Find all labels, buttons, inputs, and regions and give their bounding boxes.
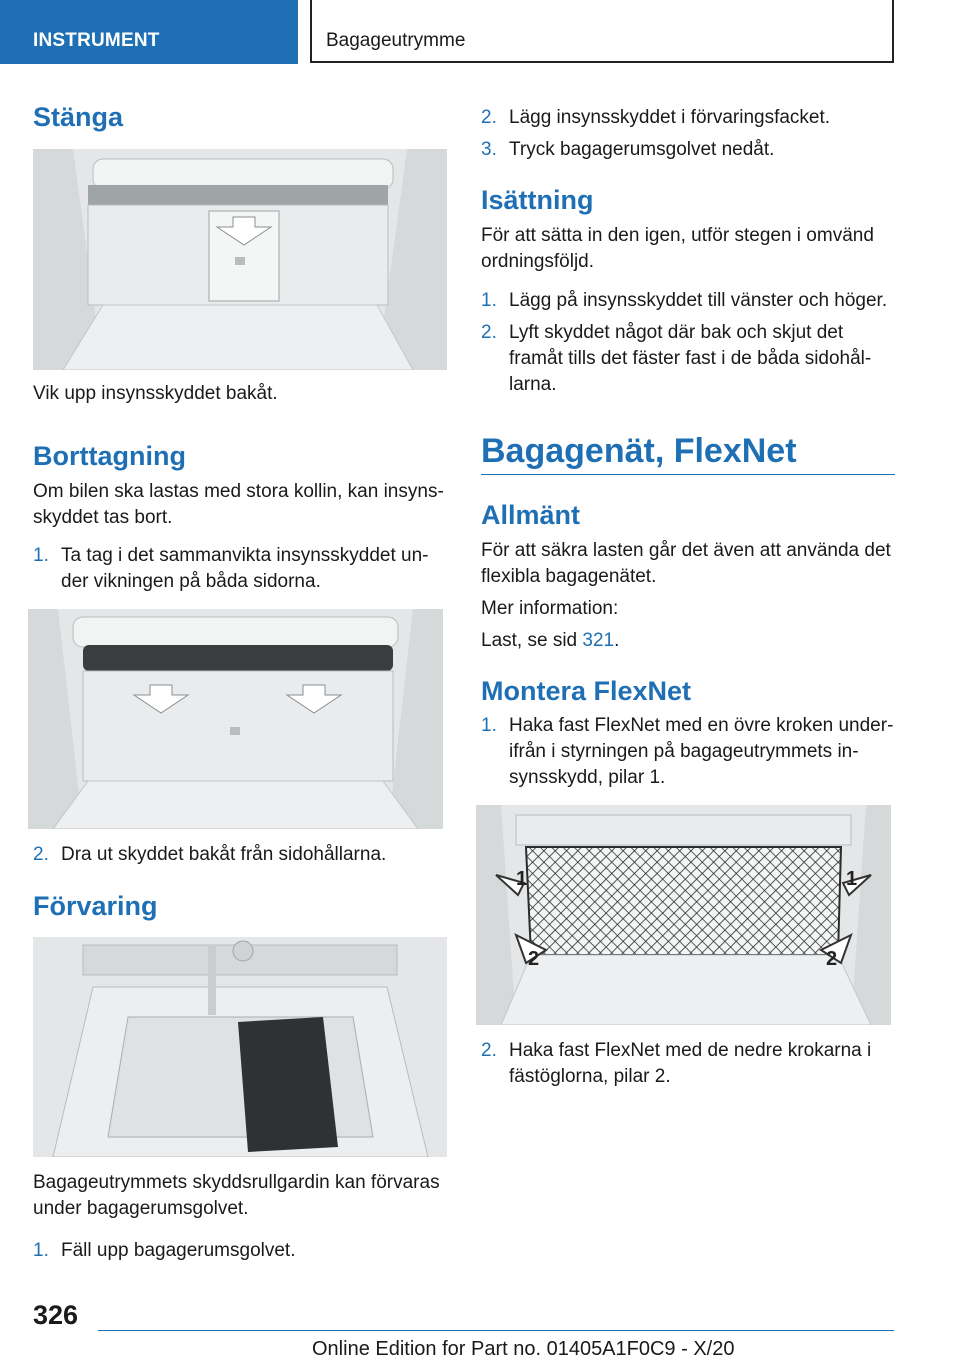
step-number: 1. — [481, 290, 497, 311]
heading-underline — [481, 474, 895, 475]
step-text-pull-out: Dra ut skyddet bakåt från sidohållarna. — [61, 844, 387, 865]
step-text-hook-upper: Haka fast FlexNet med en övre kroken under- ifrån i styrningen på bagageutrymmets in- synsskydd, pilar 1. — [509, 715, 894, 788]
arrow-label-1-left: 1 — [516, 868, 528, 890]
step-text-place-cover: Lägg insynsskyddet i förvaringsfacket. — [509, 107, 831, 128]
step-text-lay-cover: Lägg på insynsskyddet till vänster och höger. — [509, 290, 888, 311]
arrow-label-1-right: 1 — [846, 868, 858, 890]
arrow-label-2-right: 2 — [826, 948, 838, 970]
illustration-storage — [33, 937, 447, 1157]
step-number: 2. — [481, 1040, 497, 1061]
step-number: 2. — [481, 107, 497, 128]
illustration-flexnet — [476, 805, 891, 1025]
heading-allmant: Allmänt — [481, 500, 581, 530]
heading-flexnet: Bagagenät, FlexNet — [481, 432, 797, 470]
heading-borttagning: Borttagning — [33, 441, 186, 471]
chapter-title-box — [310, 0, 894, 63]
heading-montera: Montera FlexNet — [481, 676, 692, 706]
section-label: INSTRUMENT — [33, 30, 160, 51]
footer-rule — [98, 1330, 894, 1331]
step-number: 3. — [481, 139, 497, 160]
heading-isattning: Isättning — [481, 185, 594, 215]
paragraph-borttagning: Om bilen ska lastas med stora kollin, kan insyns- skyddet tas bort. — [33, 481, 444, 528]
step-text-lift-cover: Lyft skyddet något där bak och skjut det framåt tills det fäster fast i de båda sidohål- larna. — [509, 322, 872, 395]
arrow-label-2-left: 2 — [528, 948, 540, 970]
step-number: 1. — [481, 715, 497, 736]
paragraph-more-info: Mer information: — [481, 598, 619, 619]
paragraph-allmant: För att säkra lasten går det även att använda det flexibla bagagenätet. — [481, 540, 891, 587]
illustration-remove-cover — [28, 609, 443, 829]
heading-stanga: Stänga — [33, 102, 124, 132]
page-number: 326 — [33, 1300, 79, 1330]
page-link-321[interactable]: 321 — [582, 630, 615, 651]
paragraph-isattning: För att sätta in den igen, utför stegen i omvänd ordningsföljd. — [481, 225, 874, 272]
step-number: 2. — [33, 844, 49, 865]
paragraph-load-reference: Last, se sid 321. — [481, 630, 620, 651]
step-text-grab-cover: Ta tag i det sammanvikta insynsskyddet un- der vikningen på båda sidorna. — [61, 545, 429, 592]
step-number: 1. — [33, 545, 49, 566]
footer-edition: Online Edition for Part no. 01405A1F0C9 - X/20 — [312, 1338, 735, 1360]
step-text-fold-floor: Fäll upp bagagerumsgolvet. — [61, 1240, 296, 1261]
section-tab — [0, 0, 298, 64]
caption-fold-cover: Vik upp insynsskyddet bakåt. — [33, 383, 278, 404]
heading-forvaring: Förvaring — [33, 891, 158, 921]
step-text-hook-lower: Haka fast FlexNet med de nedre krokarna i fästöglorna, pilar 2. — [509, 1040, 872, 1087]
paragraph-forvaring: Bagageutrymmets skyddsrullgardin kan förvaras under bagagerumsgolvet. — [33, 1172, 440, 1219]
chapter-title: Bagageutrymme — [326, 30, 466, 51]
step-number: 1. — [33, 1240, 49, 1261]
illustration-cover-closed — [33, 149, 447, 370]
step-text-press-floor: Tryck bagagerumsgolvet nedåt. — [509, 139, 775, 160]
step-number: 2. — [481, 322, 497, 343]
